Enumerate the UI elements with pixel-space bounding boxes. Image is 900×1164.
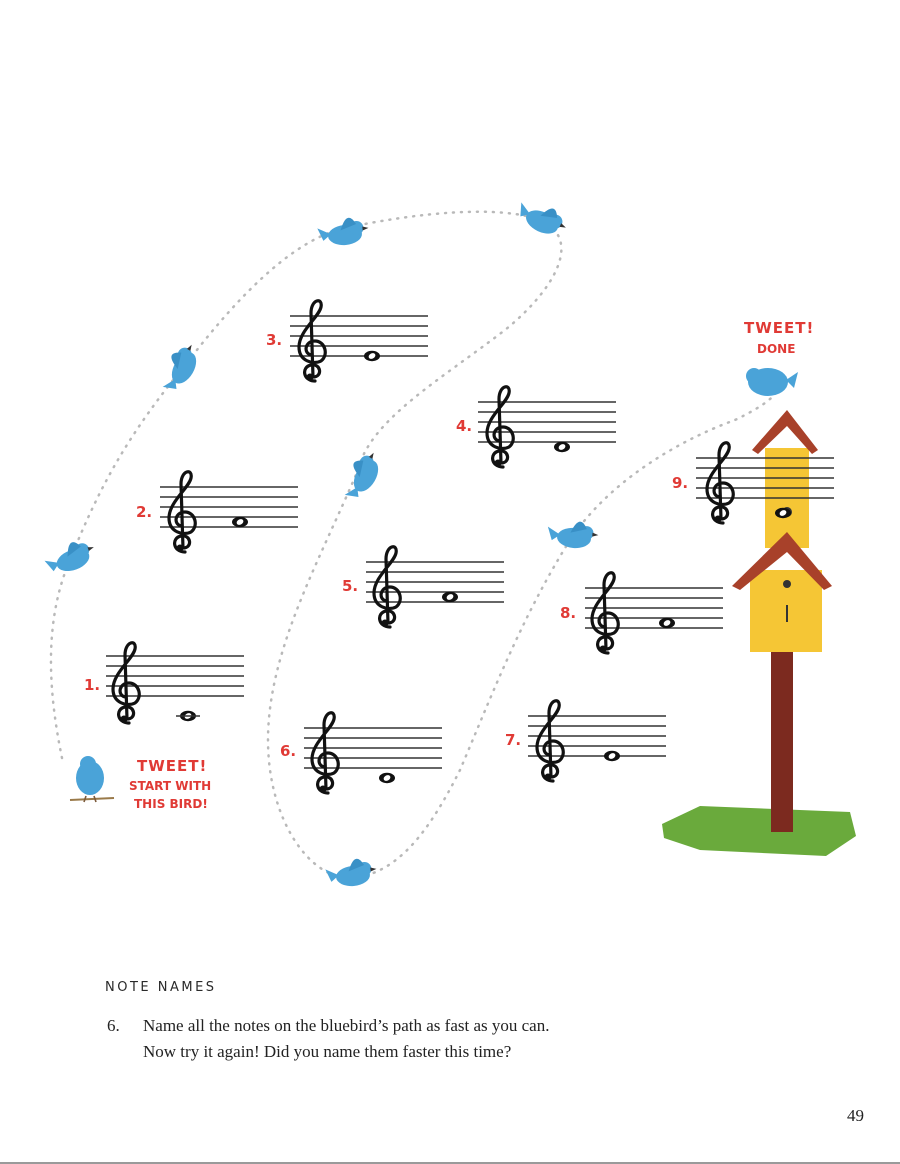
bird-1 xyxy=(42,536,99,579)
stave-3 xyxy=(266,301,428,381)
bird-6 xyxy=(325,857,378,888)
question-line-2: Now try it again! Did you name them faster this time? xyxy=(143,1042,512,1061)
done-callout-tweet: TWEET! xyxy=(744,319,815,337)
bird-2 xyxy=(156,339,205,397)
bird-5 xyxy=(338,447,387,505)
birdhouse-post xyxy=(771,650,793,832)
start-callout-tweet: TWEET! xyxy=(137,757,208,775)
stave-8-label: 8. xyxy=(560,604,577,622)
stave-7 xyxy=(505,701,666,781)
stave-2-label: 2. xyxy=(136,503,153,521)
start-callout-line3: THIS BIRD! xyxy=(134,797,208,811)
stave-8 xyxy=(560,573,723,653)
stave-7-label: 7. xyxy=(505,731,522,749)
stave-2 xyxy=(136,472,298,552)
question-number: 6. xyxy=(107,1016,120,1035)
bird-7 xyxy=(546,519,599,550)
done-callout xyxy=(744,319,814,356)
grass-patch xyxy=(662,806,856,856)
bird-done xyxy=(746,368,798,396)
stave-3-label: 3. xyxy=(266,331,283,349)
stave-1 xyxy=(84,643,244,723)
section-title: NOTE NAMES xyxy=(105,980,217,995)
birdhouse xyxy=(662,410,856,856)
start-callout xyxy=(129,757,211,811)
stave-9-label: 9. xyxy=(672,474,689,492)
stave-4-label: 4. xyxy=(456,417,473,435)
stave-5-label: 5. xyxy=(342,577,359,595)
start-callout-line2: START WITH xyxy=(129,779,212,793)
stave-9 xyxy=(672,443,834,523)
bird-3 xyxy=(317,216,370,247)
stave-6-label: 6. xyxy=(280,742,297,760)
bird-start[interactable] xyxy=(70,756,114,802)
bird-4 xyxy=(513,195,571,241)
stave-4 xyxy=(456,387,616,467)
question-line-1: Name all the notes on the bluebird’s path as fast as you can. xyxy=(143,1016,550,1035)
stave-5 xyxy=(342,547,504,627)
done-callout-done: DONE xyxy=(757,342,796,356)
stave-6 xyxy=(280,713,442,793)
page-number: 49 xyxy=(847,1106,864,1125)
stave-1-label: 1. xyxy=(84,676,101,694)
